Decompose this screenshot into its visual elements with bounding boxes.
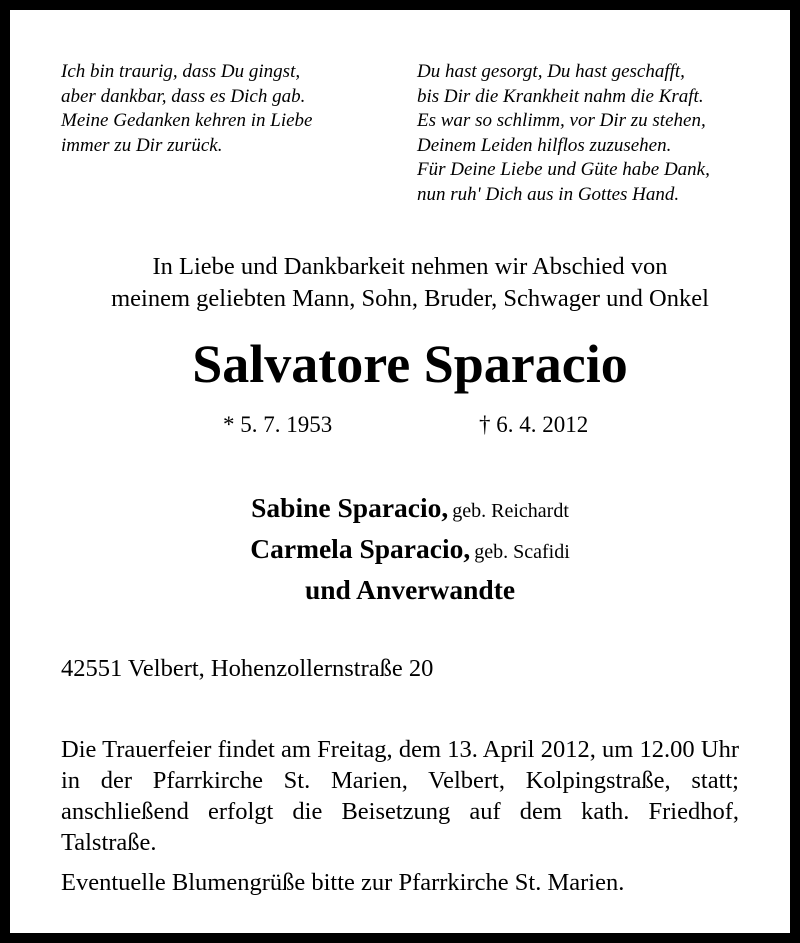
poem-left-line: Ich bin traurig, dass Du gingst,	[61, 61, 301, 82]
funeral-ceremony-text: Die Trauerfeier findet am Freitag, dem 13. April 2012, um 12.00 Uhr in der Pfarrkirche St. Marien, Velbert, Kolpingstraße, statt; anschließend erfolgt die Beisetzung auf dem kath. Friedhof, Talstraße.	[61, 736, 739, 856]
poem-right	[417, 60, 787, 207]
intro-line: In Liebe und Dankbarkeit nehmen wir Abschied von	[152, 253, 668, 280]
mourners-list	[30, 490, 790, 613]
poem-right-line: Du hast gesorgt, Du hast geschafft,	[417, 61, 685, 82]
mourner-entry	[30, 572, 790, 613]
intro-line: meinem geliebten Mann, Sohn, Bruder, Schwager und Onkel	[111, 285, 709, 312]
mourner-name: Sabine Sparacio,	[251, 492, 449, 523]
farewell-intro	[30, 251, 790, 315]
poem-right-line: Deinem Leiden hilflos zuzusehen.	[417, 134, 672, 156]
poem-right-line: Es war so schlimm, vor Dir zu stehen,	[417, 110, 706, 131]
poem-left-line: aber dankbar, dass es Dich gab.	[61, 85, 306, 107]
mourner-entry	[30, 490, 790, 531]
death-date: † 6. 4. 2012	[479, 412, 589, 437]
poem-right-line: Für Deine Liebe und Güte habe Dank,	[417, 159, 710, 180]
mourner-name: Carmela Sparacio,	[250, 533, 471, 564]
deceased-name: Salvatore Sparacio	[192, 334, 628, 394]
mourner-maiden-name: geb. Scafidi	[474, 541, 570, 563]
poem-left-line: immer zu Dir zurück.	[61, 134, 223, 156]
birth-date: * 5. 7. 1953	[223, 412, 333, 437]
poem-right-line: bis Dir die Krankheit nahm die Kraft.	[417, 85, 704, 107]
poem-right-line: nun ruh' Dich aus in Gottes Hand.	[417, 183, 680, 205]
poem-left	[61, 60, 391, 158]
poem-left-line: Meine Gedanken kehren in Liebe	[61, 110, 313, 131]
flowers-note: Eventuelle Blumengrüße bitte zur Pfarrkirche St. Marien.	[61, 869, 625, 896]
family-address: 42551 Velbert, Hohenzollernstraße 20	[61, 655, 434, 682]
life-dates	[30, 412, 790, 442]
mourner-name: und Anverwandte	[304, 574, 516, 605]
mourner-maiden-name: geb. Reichardt	[452, 500, 569, 522]
mourner-entry	[30, 531, 790, 572]
